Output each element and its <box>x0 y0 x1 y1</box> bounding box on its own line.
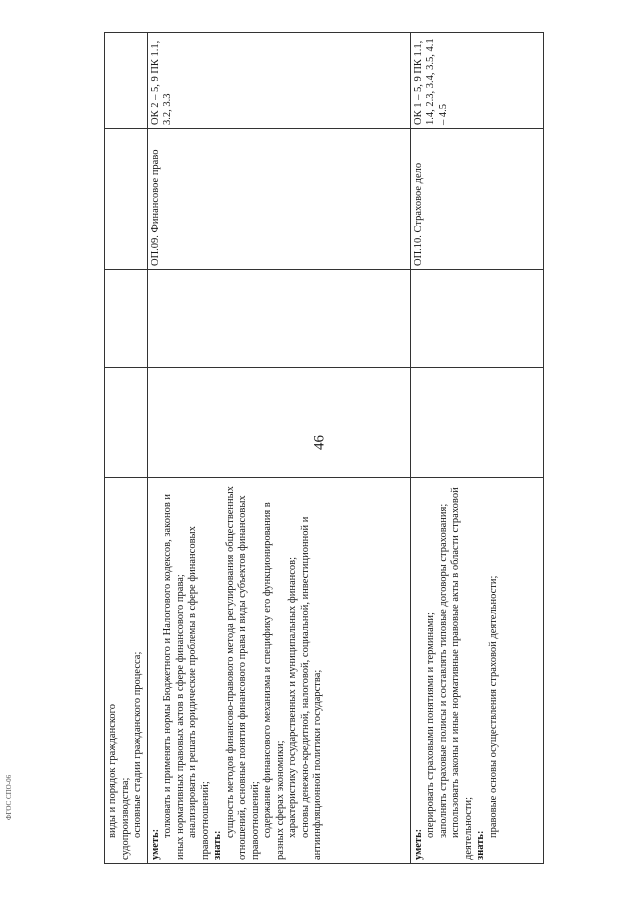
skills-cell <box>147 478 410 864</box>
page-number: 46 <box>311 435 328 450</box>
empty-cell <box>147 270 410 368</box>
competencies-cell: ОК 1 – 5, 9 ПК 1.1, 1.4, 2.3, 3.4, 3.5, 4.1 – 4.5 <box>410 33 543 129</box>
skill-item: использовать законы и иные нормативные правовые акты в области страховой деятельности; <box>450 487 474 860</box>
znat-label: знать: <box>212 830 223 860</box>
discipline-cell: ОП.09. Финансовое право <box>147 129 410 270</box>
empty-cell <box>147 368 410 478</box>
skills-cell <box>105 478 148 864</box>
skill-line: основные стадии гражданского процесса; <box>132 651 143 838</box>
skill-line: судопроизводства; <box>119 777 131 860</box>
skill-item: анализировать и решать юридические проблемы в сфере финансовых правоотношений; <box>187 526 211 860</box>
skill-line: виды и порядок гражданского <box>107 704 118 838</box>
skill-item: толковать и применять нормы Бюджетного и Налогового кодексов, законов и иных нормативных правовых актов в сфере финансового права; <box>162 493 186 860</box>
skill-item: заполнять страховые полисы и составлять типовые договоры страхования; <box>437 503 449 838</box>
skills-cell <box>410 478 543 864</box>
empty-cell <box>410 368 543 478</box>
footer-code: ФГОС СПО-06 <box>5 774 13 820</box>
umet-label: уметь: <box>412 828 424 860</box>
skill-item: оперировать страховыми понятиями и терминами; <box>425 612 436 838</box>
knowledge-item: основы денежно-кредитной, налоговой, социальной, инвестиционной и антиинфляционной политики государства; <box>299 516 323 860</box>
empty-cell <box>105 368 148 478</box>
empty-cell <box>410 270 543 368</box>
rotated-table-container <box>104 32 524 864</box>
discipline-cell <box>105 129 148 270</box>
table-row <box>410 33 543 864</box>
curriculum-table <box>104 32 544 864</box>
discipline-cell: ОП.10. Страховое дело <box>410 129 543 270</box>
empty-cell <box>105 270 148 368</box>
table-row <box>105 33 148 864</box>
competencies-cell <box>105 33 148 129</box>
knowledge-item: характеристику государственных и муниципальных финансов; <box>287 556 298 838</box>
knowledge-item: правовые основы осуществления страховой деятельности; <box>487 575 499 838</box>
table-row <box>147 33 410 864</box>
knowledge-item: содержание финансового механизма и специфику его функционирования в разных сферах экономики; <box>262 502 286 860</box>
knowledge-item: сущность методов финансово-правового метода регулирования общественных отношений, основные понятия финансового права и виды субъектов финансовых правоотношений; <box>224 486 261 860</box>
competencies-cell: ОК 2 – 5, 9 ПК 1.1, 3.2, 3.3 <box>147 33 410 129</box>
umet-label: уметь: <box>149 828 161 860</box>
znat-label: знать: <box>475 830 486 860</box>
